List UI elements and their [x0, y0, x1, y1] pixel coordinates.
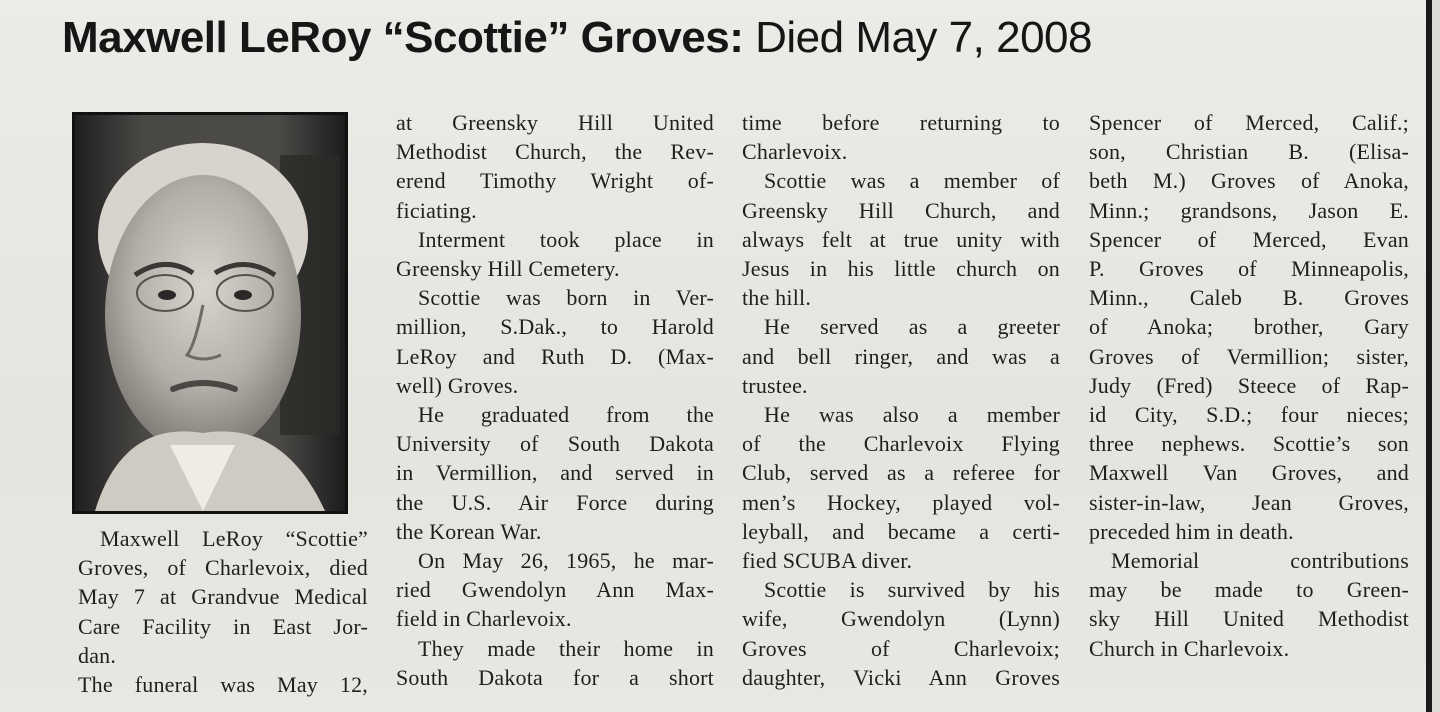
text-line: Interment took place in: [418, 226, 714, 252]
text-line: Church in Charlevoix.: [1089, 635, 1290, 661]
text-line: ried Gwendolyn Ann Max-: [396, 577, 714, 603]
text-line: sister-in-law, Jean Groves,: [1089, 489, 1409, 515]
portrait-illustration: [75, 115, 345, 511]
text-line: Greensky Hill Church, and: [742, 197, 1060, 223]
text-line: of Anoka; brother, Gary: [1089, 314, 1409, 340]
text-line: Spencer of Merced, Evan: [1089, 226, 1409, 252]
text-line: Club, served as a referee for: [742, 460, 1060, 486]
text-line: South Dakota for a short: [396, 664, 714, 690]
text-line: Jesus in his little church on: [742, 256, 1060, 282]
text-line: Scottie was a member of: [764, 168, 1060, 194]
text-line: ficiating.: [396, 197, 477, 223]
text-line: in Vermillion, and served in: [396, 460, 714, 486]
column-1: [78, 524, 368, 699]
text-line: LeRoy and Ruth D. (Max-: [396, 343, 714, 369]
text-line: men’s Hockey, played vol-: [742, 489, 1060, 515]
text-line: Spencer of Merced, Calif.;: [1089, 110, 1409, 135]
text-line: Charlevoix.: [742, 139, 848, 165]
text-line: Memorial contributions: [1111, 548, 1409, 574]
text-line: He served as a greeter: [764, 314, 1060, 340]
portrait-photo: [72, 112, 348, 514]
text-line: Minn., Caleb B. Groves: [1089, 285, 1409, 311]
text-line: P. Groves of Minneapolis,: [1089, 256, 1409, 282]
text-line: Groves of Charlevoix;: [742, 635, 1060, 661]
text-line: preceded him in death.: [1089, 518, 1294, 544]
text-line: May 7 at Grandvue Medical: [78, 584, 368, 610]
text-line: leyball, and became a certi-: [742, 518, 1060, 544]
text-line: may be made to Green-: [1089, 577, 1409, 603]
text-line: the Korean War.: [396, 518, 542, 544]
text-line: well) Groves.: [396, 372, 519, 398]
text-line: Methodist Church, the Rev-: [396, 139, 714, 165]
text-line: On May 26, 1965, he mar-: [418, 548, 714, 574]
text-line: time before returning to: [742, 110, 1060, 135]
text-line: of the Charlevoix Flying: [742, 431, 1060, 457]
text-line: He graduated from the: [418, 402, 714, 428]
text-line: daughter, Vicki Ann Groves: [742, 664, 1060, 690]
text-line: He was also a member: [764, 402, 1060, 428]
text-line: million, S.Dak., to Harold: [396, 314, 714, 340]
text-line: beth M.) Groves of Anoka,: [1089, 168, 1409, 194]
obituary-headline: [62, 10, 1092, 66]
text-line: the hill.: [742, 285, 812, 311]
column-2: [396, 108, 714, 692]
text-line: id City, S.D.; four nieces;: [1089, 402, 1409, 428]
text-line: trustee.: [742, 372, 808, 398]
text-line: Greensky Hill Cemetery.: [396, 256, 620, 282]
headline-name: Maxwell LeRoy “Scottie” Groves:: [62, 13, 744, 62]
headline-death-date: Died May 7, 2008: [755, 13, 1092, 62]
text-line: dan.: [78, 642, 117, 668]
text-line: fied SCUBA diver.: [742, 548, 913, 574]
text-line: sky Hill United Methodist: [1089, 606, 1409, 632]
text-line: wife, Gwendolyn (Lynn): [742, 606, 1060, 632]
text-line: and bell ringer, and was a: [742, 343, 1060, 369]
text-line: They made their home in: [418, 635, 714, 661]
text-line: field in Charlevoix.: [396, 606, 572, 632]
text-line: Judy (Fred) Steece of Rap-: [1089, 372, 1409, 398]
text-line: Maxwell LeRoy “Scottie”: [100, 526, 368, 551]
text-line: University of South Dakota: [396, 431, 714, 457]
text-line: at Greensky Hill United: [396, 110, 714, 135]
text-line: Groves, of Charlevoix, died: [78, 555, 368, 581]
text-line: erend Timothy Wright of-: [396, 168, 714, 194]
text-line: Scottie was born in Ver-: [418, 285, 714, 311]
text-line: Care Facility in East Jor-: [78, 613, 368, 639]
text-line: three nephews. Scottie’s son: [1089, 431, 1409, 457]
text-line: Groves of Vermillion; sister,: [1089, 343, 1409, 369]
text-line: Maxwell Van Groves, and: [1089, 460, 1409, 486]
text-line: The funeral was May 12,: [78, 672, 368, 698]
text-line: Minn.; grandsons, Jason E.: [1089, 197, 1409, 223]
text-line: always felt at true unity with: [742, 226, 1060, 252]
text-line: son, Christian B. (Elisa-: [1089, 139, 1409, 165]
text-line: the U.S. Air Force during: [396, 489, 714, 515]
text-line: Scottie is survived by his: [764, 577, 1060, 603]
page-edge: [1432, 0, 1440, 712]
column-3: [742, 108, 1060, 692]
column-4: [1089, 108, 1409, 663]
